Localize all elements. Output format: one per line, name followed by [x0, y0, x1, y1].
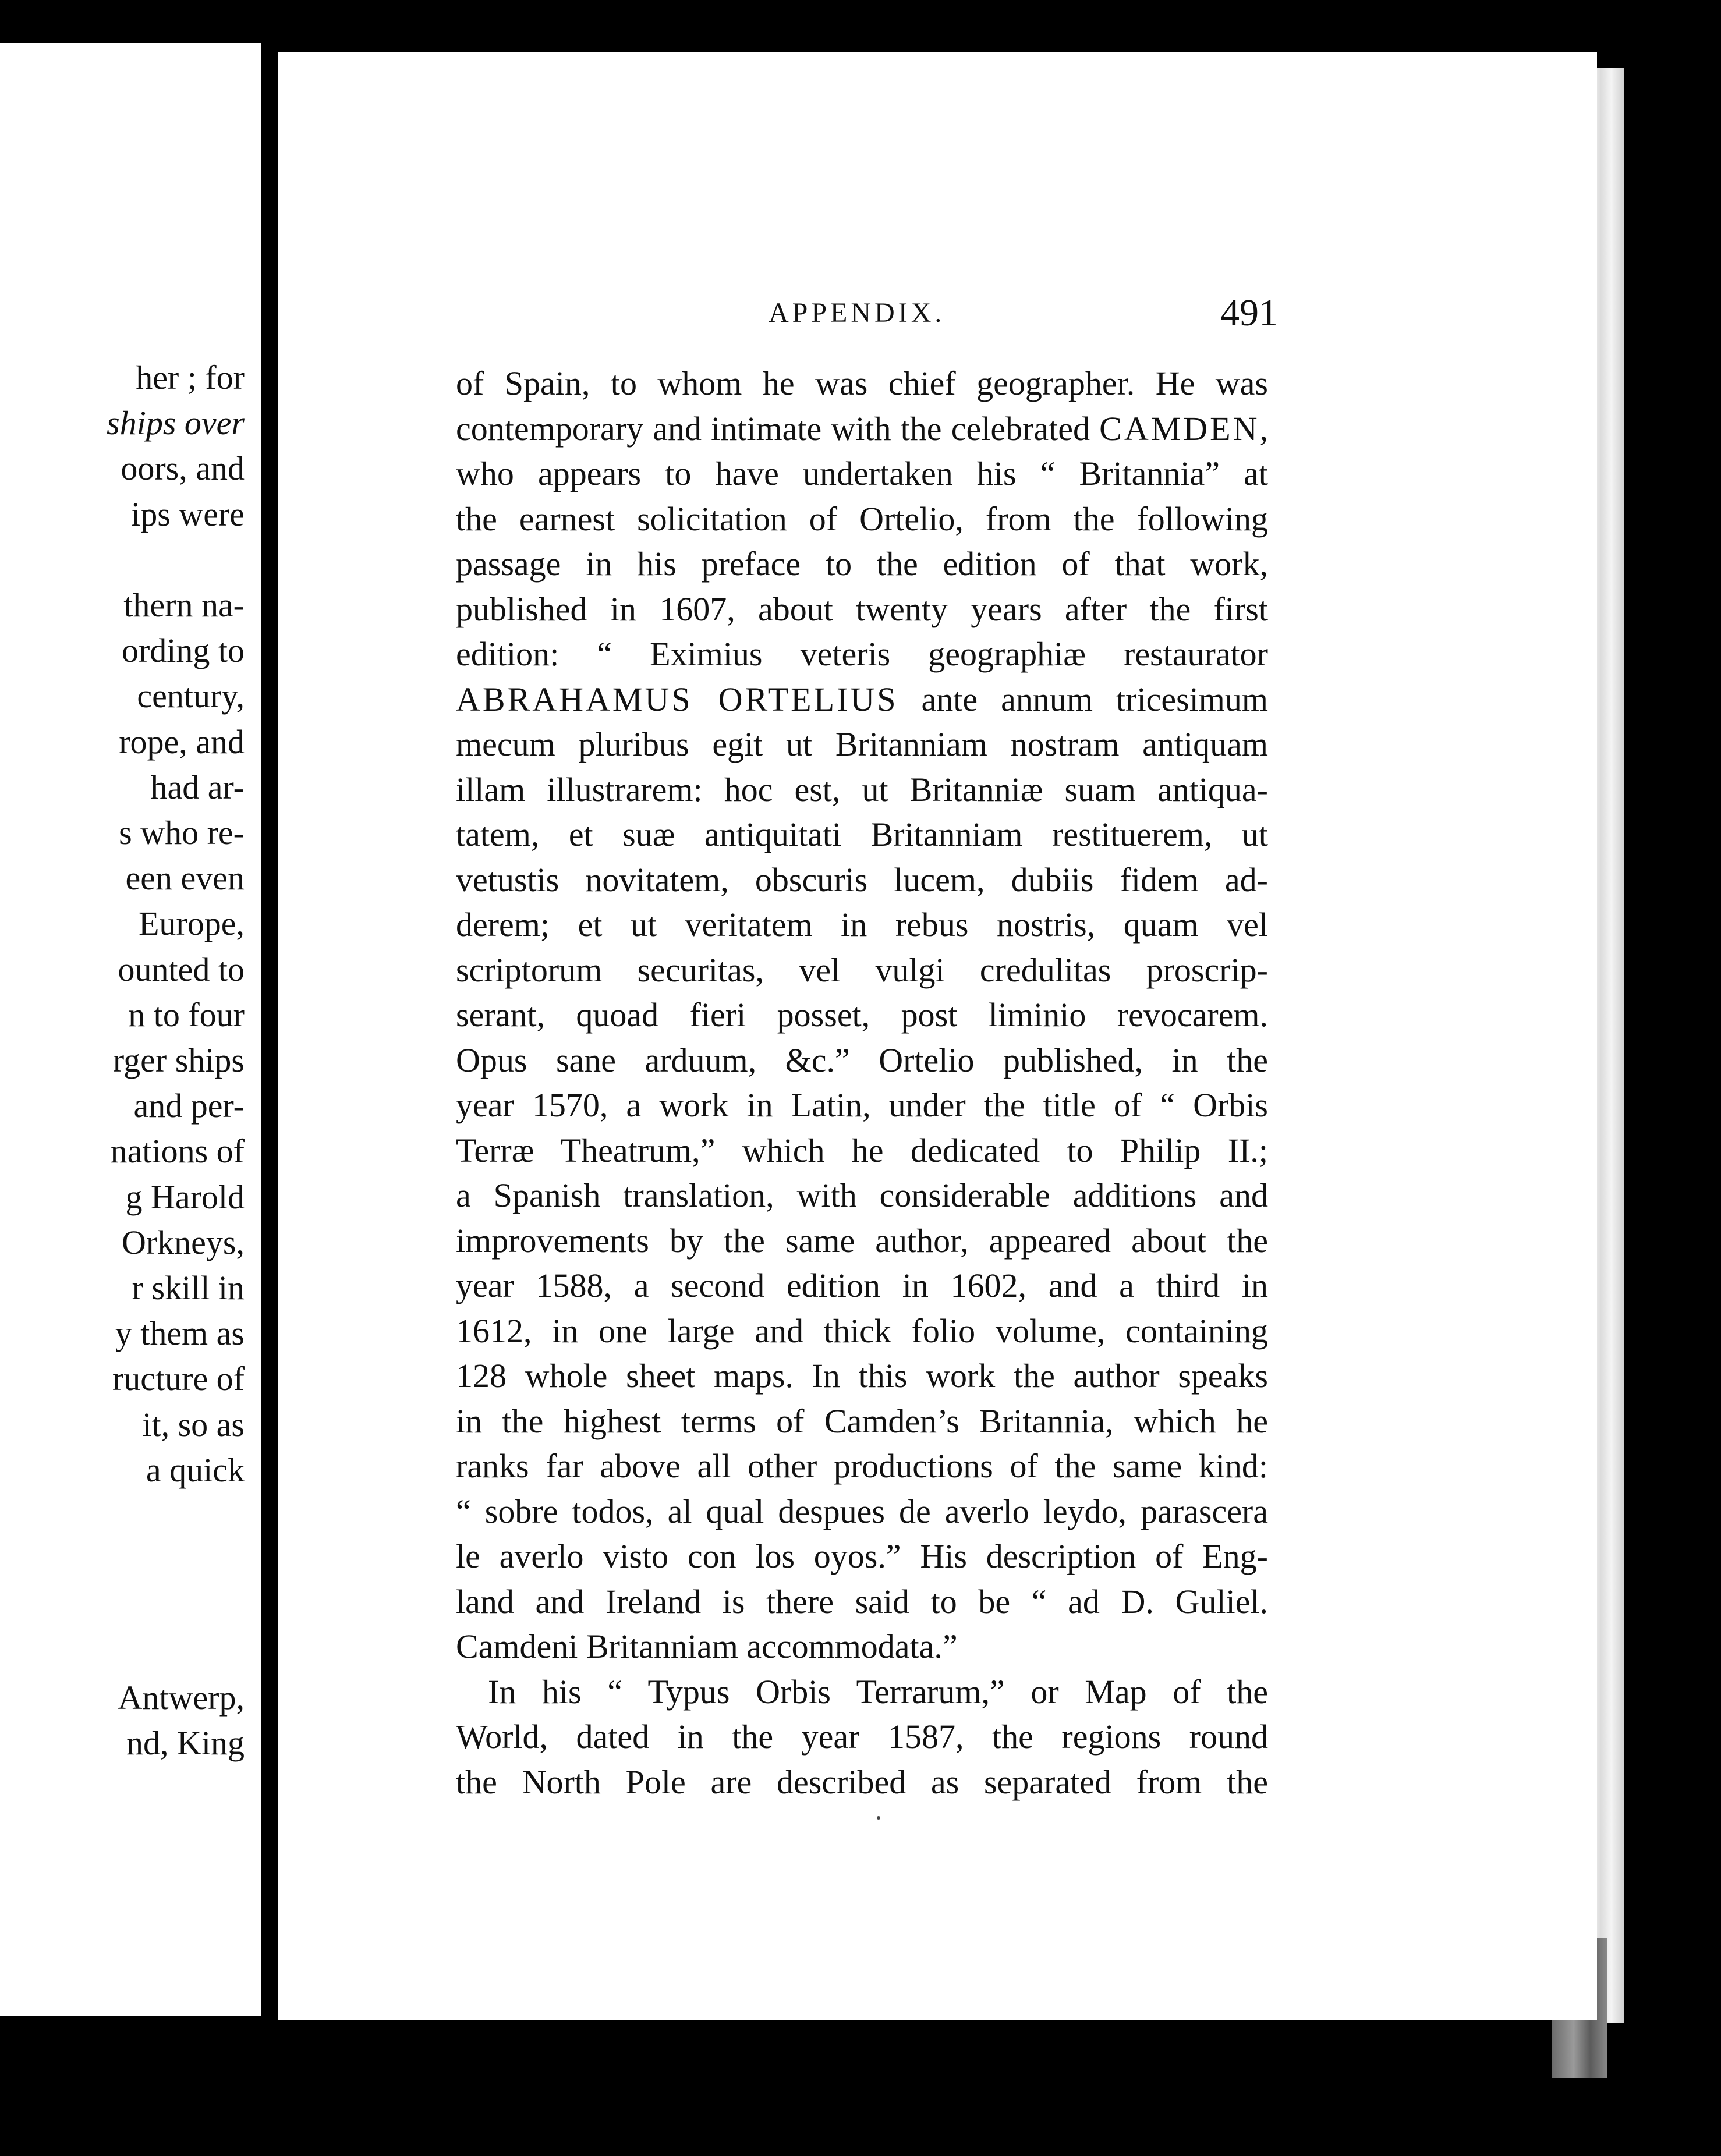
line-punctuation: ,: [1259, 409, 1268, 448]
body-line: published in 1607, about twenty years after the first: [456, 590, 1268, 628]
body-line: vetustis novitatem, obscuris lucem, dubiis fidem ad-: [456, 860, 1268, 899]
left-page-line: y them as: [115, 1314, 245, 1353]
line-text: contemporary and intimate with the celebrated: [456, 409, 1100, 448]
left-page-line: ording to: [121, 632, 245, 670]
body-line: In his “ Typus Orbis Terrarum,” or Map of the: [488, 1672, 1268, 1711]
left-page-line: rope, and: [119, 722, 245, 761]
body-line: “ sobre todos, al qual despues de averlo leydo, parascera: [456, 1492, 1268, 1530]
paper-speck: [877, 1816, 880, 1820]
body-line: serant, quoad fieri posset, post liminio revocarem.: [456, 996, 1268, 1034]
left-page-line: ips were: [131, 495, 245, 533]
body-line: [456, 677, 1268, 722]
left-page-line: and per-: [133, 1087, 245, 1125]
page-number: 491: [1220, 292, 1278, 334]
left-page-line: ounted to: [118, 950, 245, 988]
left-page-line: ructure of: [112, 1360, 245, 1398]
left-page-line: n to four: [128, 995, 245, 1034]
running-title: APPENDIX.: [769, 297, 946, 328]
running-head: [486, 291, 1278, 343]
left-page-line: had ar-: [150, 768, 245, 806]
left-page-line: s who re-: [119, 814, 245, 852]
body-line: [456, 406, 1268, 452]
body-line: Opus sane arduum, &c.” Ortelio published, in the: [456, 1041, 1268, 1079]
body-line: edition: “ Eximius veteris geographiæ restaurator: [456, 635, 1268, 673]
left-page: [0, 43, 261, 2016]
body-line: derem; et ut veritatem in rebus nostris, quam vel: [456, 906, 1268, 944]
body-line: tatem, et suæ antiquitati Britanniam restituerem, ut: [456, 815, 1268, 853]
body-line: Terræ Theatrum,” which he dedicated to Philip II.;: [456, 1131, 1268, 1169]
left-page-line: Europe,: [139, 905, 245, 943]
body-line: le averlo visto con los oyos.” His description of Eng-: [456, 1537, 1268, 1575]
body-line: illam illustrarem: hoc est, ut Britanniæ suam antiqua-: [456, 770, 1268, 808]
left-page-line: oors, and: [121, 449, 245, 488]
body-line: the earnest solicitation of Ortelio, from the following: [456, 499, 1268, 538]
body-line: the North Pole are described as separated from the: [456, 1763, 1268, 1801]
body-text: [456, 361, 1268, 1804]
body-line: land and Ireland is there said to be “ ad D. Guliel.: [456, 1582, 1268, 1620]
body-line: scriptorum securitas, vel vulgi credulitas proscrip-: [456, 951, 1268, 989]
left-page-line: ships over: [107, 404, 245, 442]
left-page-line: Antwerp,: [118, 1678, 245, 1717]
body-line: 1612, in one large and thick folio volume, containing: [456, 1311, 1268, 1350]
left-page-line: her ; for: [136, 359, 245, 396]
left-page-line: r skill in: [132, 1269, 245, 1307]
body-line: in the highest terms of Camden’s Britannia, which he: [456, 1402, 1268, 1440]
body-line: who appears to have undertaken his “ Britannia” at: [456, 455, 1268, 492]
body-line: mecum pluribus egit ut Britanniam nostram antiquam: [456, 725, 1268, 763]
left-page-line: a quick: [146, 1451, 245, 1489]
body-line: of Spain, to whom he was chief geographer. He was: [456, 364, 1268, 402]
body-line: improvements by the same author, appeared about the: [456, 1221, 1268, 1260]
small-caps-name: ABRAHAMUS ORTELIUS: [456, 680, 898, 718]
left-page-line: it, so as: [142, 1405, 245, 1444]
small-caps-name: CAMDEN: [1099, 409, 1260, 448]
body-line: year 1588, a second edition in 1602, and a third in: [456, 1267, 1268, 1304]
body-line: ranks far above all other productions of the same kind:: [456, 1447, 1268, 1485]
left-page-line: een even: [125, 859, 245, 898]
left-page-line: nations of: [110, 1132, 245, 1171]
body-line: 128 whole sheet maps. In this work the author speaks: [456, 1357, 1268, 1395]
body-line: year 1570, a work in Latin, under the title of “ Orbis: [456, 1086, 1268, 1124]
left-page-line: nd, King: [126, 1724, 245, 1762]
left-page-line: Orkneys,: [121, 1223, 245, 1261]
body-line: Camdeni Britanniam accommodata.”: [456, 1627, 958, 1665]
left-page-line: century,: [137, 677, 245, 715]
left-page-line: thern na-: [123, 586, 245, 624]
body-line: passage in his preface to the edition of that work,: [456, 545, 1268, 583]
line-text: ante annum tricesimum: [898, 680, 1268, 718]
left-page-line: g Harold: [125, 1178, 245, 1216]
body-line: World, dated in the year 1587, the regions round: [456, 1718, 1268, 1756]
body-line: a Spanish translation, with considerable additions and: [456, 1176, 1268, 1214]
left-page-line: rger ships: [112, 1041, 245, 1079]
